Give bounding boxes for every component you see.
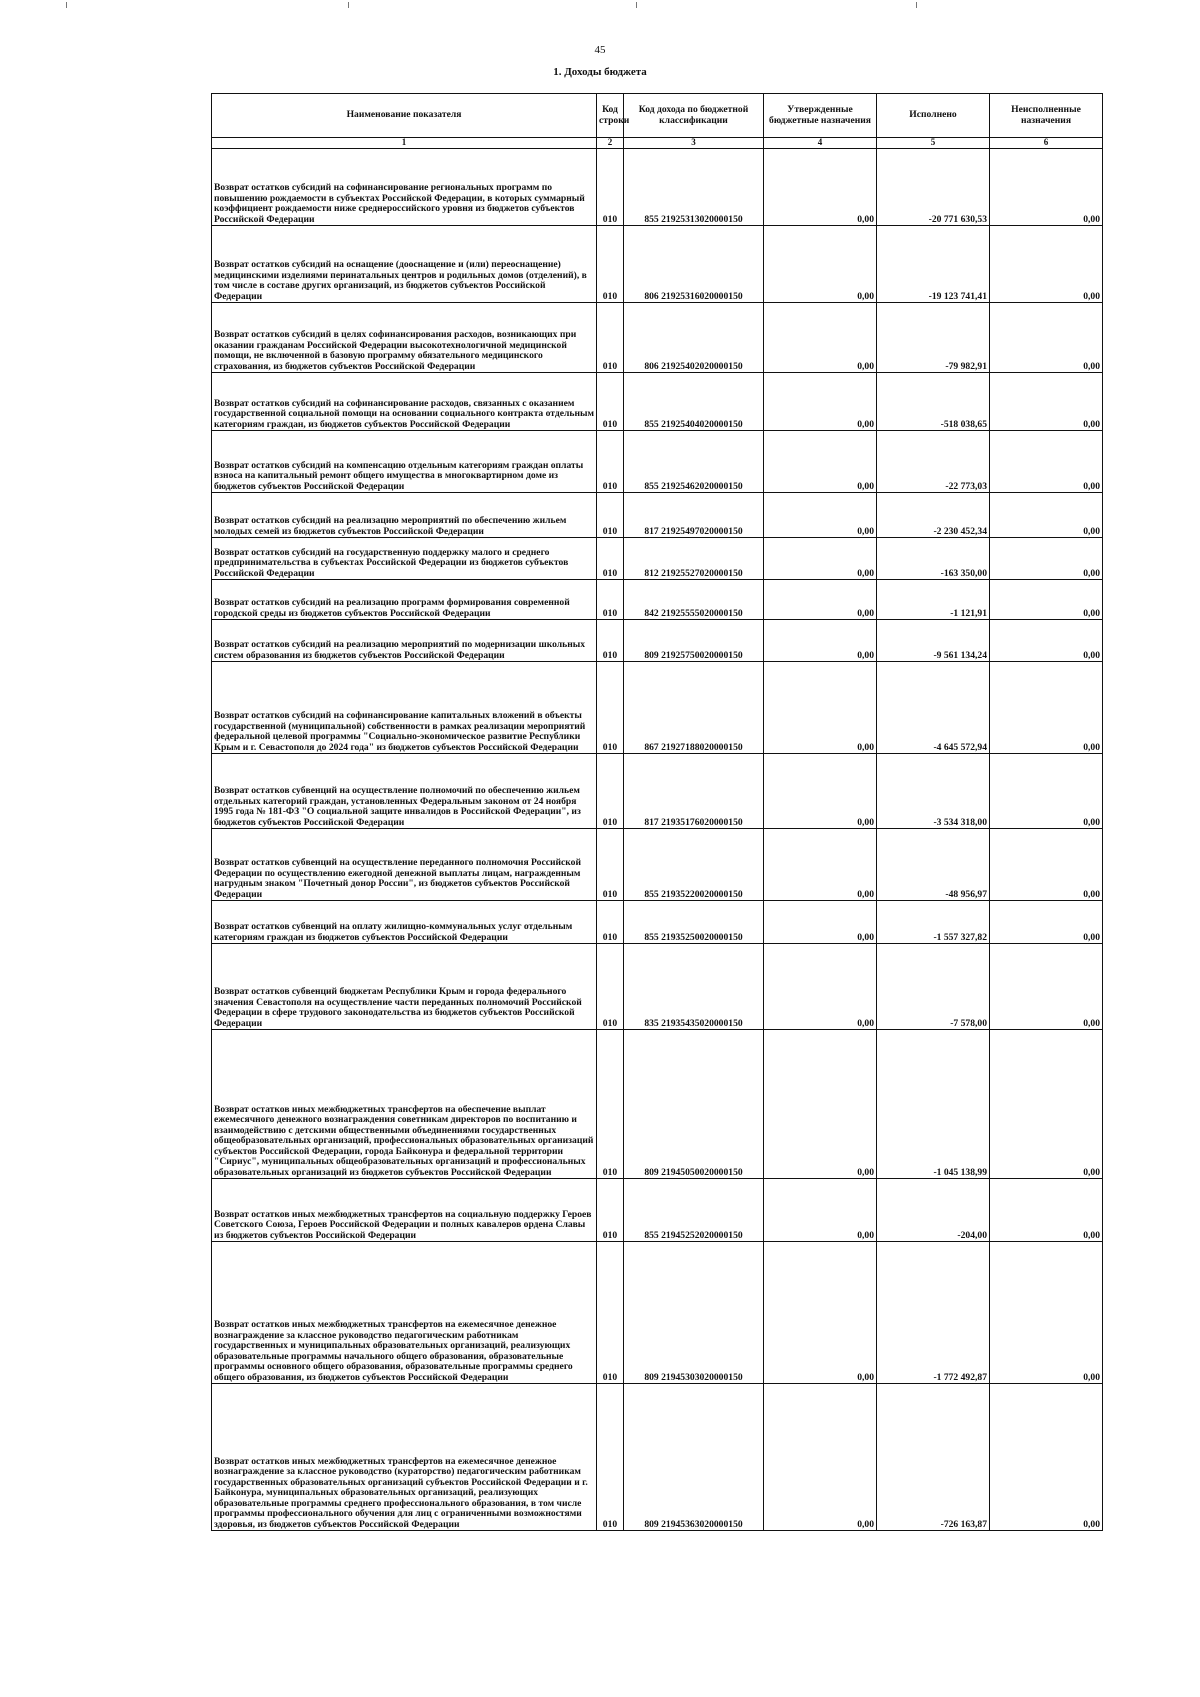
row-approved: 0,00 <box>764 538 877 580</box>
row-line-code: 010 <box>597 580 624 620</box>
row-executed: -518 038,65 <box>877 373 990 431</box>
row-executed: -2 230 452,34 <box>877 493 990 538</box>
row-unexecuted: 0,00 <box>990 1384 1103 1531</box>
row-income-code: 855 21945252020000150 <box>624 1179 764 1242</box>
row-unexecuted: 0,00 <box>990 538 1103 580</box>
row-income-code: 855 21925404020000150 <box>624 373 764 431</box>
row-name: Возврат остатков субсидий на реализацию мероприятий по модернизации школьных систем образования из бюджетов субъектов Российской Федерации <box>212 620 597 662</box>
row-income-code: 817 21935176020000150 <box>624 754 764 829</box>
row-line-code: 010 <box>597 1384 624 1531</box>
row-name: Возврат остатков субсидий на компенсацию отдельным категориям граждан оплаты взноса на капитальный ремонт общего имущества в многоквартирном доме из бюджетов субъектов Российской Федерации <box>212 431 597 493</box>
column-number: 3 <box>624 138 764 149</box>
page-number: 45 <box>594 44 606 56</box>
header-name: Наименование показателя <box>212 94 597 138</box>
table-row <box>212 1179 1103 1242</box>
scan-edge-mark <box>66 2 71 8</box>
row-line-code: 010 <box>597 1030 624 1179</box>
row-income-code: 855 21925313020000150 <box>624 149 764 226</box>
row-income-code: 809 21945363020000150 <box>624 1384 764 1531</box>
row-income-code: 855 21925462020000150 <box>624 431 764 493</box>
row-income-code: 806 21925316020000150 <box>624 226 764 303</box>
row-name: Возврат остатков субсидий на реализацию программ формирования современной городской среды из бюджетов субъектов Российской Федерации <box>212 580 597 620</box>
table-row <box>212 662 1103 754</box>
row-unexecuted: 0,00 <box>990 493 1103 538</box>
row-income-code: 806 21925402020000150 <box>624 303 764 373</box>
row-approved: 0,00 <box>764 149 877 226</box>
table-row <box>212 373 1103 431</box>
row-approved: 0,00 <box>764 662 877 754</box>
row-executed: -1 772 492,87 <box>877 1242 990 1384</box>
row-line-code: 010 <box>597 431 624 493</box>
row-name: Возврат остатков субсидий на софинансирование капитальных вложений в объекты государственной (муниципальной) собственности в рамках реализации мероприятий федеральной целевой программы "Социально-экономическое развитие Республики Крым и г. Севастополя до 2024 года" из бюджетов субъектов Российской Федерации <box>212 662 597 754</box>
row-name: Возврат остатков субсидий на софинансирование расходов, связанных с оказанием государственной социальной помощи на основании социального контракта отдельным категориям граждан, из бюджетов субъектов Российской Федерации <box>212 373 597 431</box>
column-number: 1 <box>212 138 597 149</box>
table-row <box>212 580 1103 620</box>
row-executed: -3 534 318,00 <box>877 754 990 829</box>
row-unexecuted: 0,00 <box>990 226 1103 303</box>
row-name: Возврат остатков субсидий на государственную поддержку малого и среднего предпринимательства в субъектах Российской Федерации из бюджетов субъектов Российской Федерации <box>212 538 597 580</box>
row-unexecuted: 0,00 <box>990 901 1103 944</box>
row-line-code: 010 <box>597 620 624 662</box>
row-executed: -1 557 327,82 <box>877 901 990 944</box>
row-unexecuted: 0,00 <box>990 620 1103 662</box>
row-approved: 0,00 <box>764 493 877 538</box>
row-name: Возврат остатков иных межбюджетных трансфертов на социальную поддержку Героев Советского Союза, Героев Российской Федерации и полных кавалеров ордена Славы из бюджетов субъектов Российской Федерации <box>212 1179 597 1242</box>
row-name: Возврат остатков иных межбюджетных трансфертов на обеспечение выплат ежемесячного денежного вознаграждения советникам директоров по воспитанию и взаимодействию с детскими общественными объединениями государственных общеобразовательных организаций, профессиональных образовательных организаций субъектов Российской Федерации, города Байконура и федеральной территории "Сириус", муниципальных общеобразовательных организаций и профессиональных образовательных организаций из бюджетов субъектов Российской Федерации <box>212 1030 597 1179</box>
row-line-code: 010 <box>597 226 624 303</box>
row-income-code: 809 21945050020000150 <box>624 1030 764 1179</box>
table-row <box>212 303 1103 373</box>
row-name: Возврат остатков субсидий в целях софинансирования расходов, возникающих при оказании гражданам Российской Федерации высокотехнологичной медицинской помощи, не включенной в базовую программу обязательного медицинского страхования, из бюджетов субъектов Российской Федерации <box>212 303 597 373</box>
table-row <box>212 431 1103 493</box>
row-income-code: 812 21925527020000150 <box>624 538 764 580</box>
header-line-code: Код строки <box>597 94 624 138</box>
row-unexecuted: 0,00 <box>990 149 1103 226</box>
table-row <box>212 754 1103 829</box>
row-unexecuted: 0,00 <box>990 373 1103 431</box>
row-executed: -1 045 138,99 <box>877 1030 990 1179</box>
row-line-code: 010 <box>597 493 624 538</box>
row-approved: 0,00 <box>764 303 877 373</box>
row-approved: 0,00 <box>764 431 877 493</box>
row-executed: -79 982,91 <box>877 303 990 373</box>
row-unexecuted: 0,00 <box>990 1242 1103 1384</box>
row-line-code: 010 <box>597 944 624 1030</box>
column-number: 6 <box>990 138 1103 149</box>
row-line-code: 010 <box>597 754 624 829</box>
row-executed: -7 578,00 <box>877 944 990 1030</box>
scan-edge-mark <box>916 2 921 8</box>
table-row <box>212 829 1103 901</box>
table-row <box>212 901 1103 944</box>
row-approved: 0,00 <box>764 901 877 944</box>
row-approved: 0,00 <box>764 1179 877 1242</box>
row-income-code: 855 21935250020000150 <box>624 901 764 944</box>
row-approved: 0,00 <box>764 1242 877 1384</box>
row-unexecuted: 0,00 <box>990 580 1103 620</box>
column-number: 2 <box>597 138 624 149</box>
table-row <box>212 1242 1103 1384</box>
row-name: Возврат остатков субсидий на реализацию мероприятий по обеспечению жильем молодых семей из бюджетов субъектов Российской Федерации <box>212 493 597 538</box>
header-approved: Утвержденные бюджетные назначения <box>764 94 877 138</box>
row-line-code: 010 <box>597 149 624 226</box>
header-income-code: Код дохода по бюджетной классификации <box>624 94 764 138</box>
row-executed: -9 561 134,24 <box>877 620 990 662</box>
scan-edge-mark <box>636 2 641 8</box>
row-income-code: 817 21925497020000150 <box>624 493 764 538</box>
row-unexecuted: 0,00 <box>990 754 1103 829</box>
row-unexecuted: 0,00 <box>990 944 1103 1030</box>
row-approved: 0,00 <box>764 829 877 901</box>
column-number: 4 <box>764 138 877 149</box>
row-executed: -163 350,00 <box>877 538 990 580</box>
row-line-code: 010 <box>597 373 624 431</box>
row-income-code: 809 21945303020000150 <box>624 1242 764 1384</box>
table-row <box>212 620 1103 662</box>
scan-edge-mark <box>348 2 353 8</box>
column-number-row <box>212 138 1103 149</box>
column-number: 5 <box>877 138 990 149</box>
row-line-code: 010 <box>597 901 624 944</box>
row-name: Возврат остатков субсидий на оснащение (дооснащение и (или) переоснащение) медицинскими изделиями перинатальных центров и родильных домов (отделений), в том числе в составе других организаций, из бюджетов субъектов Российской Федерации <box>212 226 597 303</box>
row-line-code: 010 <box>597 538 624 580</box>
row-income-code: 867 21927188020000150 <box>624 662 764 754</box>
row-income-code: 809 21925750020000150 <box>624 620 764 662</box>
row-approved: 0,00 <box>764 944 877 1030</box>
row-name: Возврат остатков субвенций на осуществление полномочий по обеспечению жильем отдельных категорий граждан, установленных Федеральным законом от 24 ноября 1995 года № 181-ФЗ "О социальной защите инвалидов в Российской Федерации", из бюджетов субъектов Российской Федерации <box>212 754 597 829</box>
row-unexecuted: 0,00 <box>990 303 1103 373</box>
row-approved: 0,00 <box>764 754 877 829</box>
budget-income-table <box>211 93 1103 1531</box>
row-line-code: 010 <box>597 829 624 901</box>
row-line-code: 010 <box>597 662 624 754</box>
row-approved: 0,00 <box>764 373 877 431</box>
section-title: 1. Доходы бюджета <box>553 66 647 78</box>
table-row <box>212 226 1103 303</box>
row-approved: 0,00 <box>764 1030 877 1179</box>
row-line-code: 010 <box>597 1179 624 1242</box>
row-unexecuted: 0,00 <box>990 829 1103 901</box>
row-line-code: 010 <box>597 303 624 373</box>
table-row <box>212 1030 1103 1179</box>
row-unexecuted: 0,00 <box>990 662 1103 754</box>
row-executed: -22 773,03 <box>877 431 990 493</box>
row-executed: -19 123 741,41 <box>877 226 990 303</box>
header-executed: Исполнено <box>877 94 990 138</box>
table-body <box>212 149 1103 1531</box>
row-executed: -20 771 630,53 <box>877 149 990 226</box>
row-name: Возврат остатков субвенций на осуществление переданного полномочия Российской Федерации по осуществлению ежегодной денежной выплаты лицам, награжденным нагрудным знаком "Почетный донор России", из бюджетов субъектов Российской Федерации <box>212 829 597 901</box>
row-executed: -4 645 572,94 <box>877 662 990 754</box>
row-approved: 0,00 <box>764 1384 877 1531</box>
row-income-code: 855 21935220020000150 <box>624 829 764 901</box>
table-row <box>212 493 1103 538</box>
row-income-code: 835 21935435020000150 <box>624 944 764 1030</box>
row-approved: 0,00 <box>764 226 877 303</box>
row-unexecuted: 0,00 <box>990 1179 1103 1242</box>
table-row <box>212 538 1103 580</box>
row-name: Возврат остатков субсидий на софинансирование региональных программ по повышению рождаемости в субъектах Российской Федерации, в которых суммарный коэффициент рождаемости ниже среднероссийского уровня из бюджетов субъектов Российской Федерации <box>212 149 597 226</box>
row-name: Возврат остатков субвенций бюджетам Республики Крым и города федерального значения Севастополя на осуществление части переданных полномочий Российской Федерации в сфере трудового законодательства из бюджетов субъектов Российской Федерации <box>212 944 597 1030</box>
row-name: Возврат остатков иных межбюджетных трансфертов на ежемесячное денежное вознаграждение за классное руководство (кураторство) педагогическим работникам государственных образовательных организаций субъектов Российской Федерации и г. Байконура, муниципальных образовательных организаций, реализующих образовательные программы среднего профессионального образования, в том числе программы профессионального обучения для лиц с ограниченными возможностями здоровья, из бюджетов субъектов Российской Федерации <box>212 1384 597 1531</box>
row-approved: 0,00 <box>764 620 877 662</box>
row-unexecuted: 0,00 <box>990 431 1103 493</box>
row-executed: -1 121,91 <box>877 580 990 620</box>
row-line-code: 010 <box>597 1242 624 1384</box>
row-unexecuted: 0,00 <box>990 1030 1103 1179</box>
table-row <box>212 1384 1103 1531</box>
row-income-code: 842 21925555020000150 <box>624 580 764 620</box>
row-executed: -204,00 <box>877 1179 990 1242</box>
table-row <box>212 944 1103 1030</box>
table-header-row <box>212 94 1103 138</box>
row-name: Возврат остатков субвенций на оплату жилищно-коммунальных услуг отдельным категориям граждан из бюджетов субъектов Российской Федерации <box>212 901 597 944</box>
row-executed: -48 956,97 <box>877 829 990 901</box>
table-row <box>212 149 1103 226</box>
row-name: Возврат остатков иных межбюджетных трансфертов на ежемесячное денежное вознаграждение за классное руководство педагогическим работникам государственных и муниципальных образовательных организаций, реализующих образовательные программы начального общего образования, образовательные программы основного общего образования, образовательные программы среднего общего образования, из бюджетов субъектов Российской Федерации <box>212 1242 597 1384</box>
row-executed: -726 163,87 <box>877 1384 990 1531</box>
header-unexecuted: Неисполненные назначения <box>990 94 1103 138</box>
row-approved: 0,00 <box>764 580 877 620</box>
